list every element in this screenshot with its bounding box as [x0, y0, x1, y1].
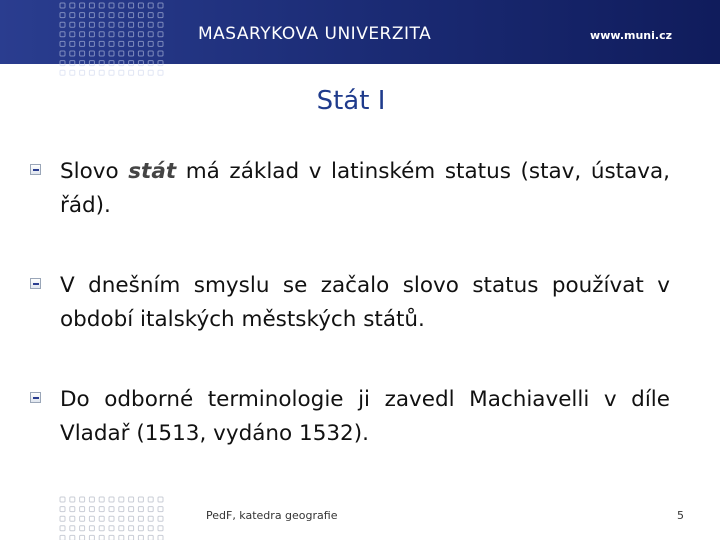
pattern-dot	[60, 22, 65, 27]
dot-pattern-logo	[58, 0, 166, 78]
pattern-dot	[99, 13, 104, 18]
pattern-dot	[138, 61, 143, 66]
pattern-dot	[158, 70, 163, 75]
pattern-dot	[158, 13, 163, 18]
pattern-dot	[109, 526, 114, 531]
pattern-dot	[129, 526, 134, 531]
pattern-dot	[89, 32, 94, 37]
bullet-square-icon	[30, 392, 41, 403]
bullet-text-3: Do odborné terminologie ji zavedl Machiavelli v díle Vladař (1513, vydáno 1532).	[60, 387, 670, 446]
pattern-dot	[99, 41, 104, 46]
pattern-dot	[119, 507, 124, 512]
bullet-square-icon	[30, 164, 41, 175]
bullet-item-2	[30, 269, 670, 337]
pattern-dot	[80, 41, 85, 46]
pattern-dot	[99, 497, 104, 502]
pattern-dot	[60, 61, 65, 66]
pattern-dot	[158, 3, 163, 8]
page-number: 5	[677, 509, 684, 522]
pattern-dot	[60, 70, 65, 75]
pattern-dot	[109, 516, 114, 521]
pattern-dot	[60, 13, 65, 18]
pattern-dot	[70, 497, 75, 502]
pattern-dot	[119, 13, 124, 18]
pattern-dot	[129, 32, 134, 37]
pattern-dot	[70, 70, 75, 75]
pattern-dot	[109, 507, 114, 512]
pattern-dot	[119, 526, 124, 531]
pattern-dot	[148, 526, 153, 531]
pattern-dot	[129, 61, 134, 66]
pattern-dot	[89, 535, 94, 540]
pattern-dot	[129, 22, 134, 27]
pattern-dot	[89, 516, 94, 521]
bullet-text-2: V dnešním smyslu se začalo slovo status používat v období italských městských států.	[60, 273, 670, 332]
pattern-dot	[80, 535, 85, 540]
pattern-dot	[80, 22, 85, 27]
pattern-dot	[80, 526, 85, 531]
pattern-dot	[148, 516, 153, 521]
pattern-dot	[119, 32, 124, 37]
pattern-dot	[158, 497, 163, 502]
pattern-dot	[129, 70, 134, 75]
pattern-dot	[99, 3, 104, 8]
pattern-dot	[70, 526, 75, 531]
bullet-text-1-end: má základ v latinském status (stav, ústava, řád).	[60, 159, 670, 218]
pattern-dot	[60, 3, 65, 8]
pattern-dot	[119, 70, 124, 75]
pattern-dot	[138, 51, 143, 56]
pattern-dot	[138, 41, 143, 46]
pattern-dot	[60, 507, 65, 512]
pattern-dot	[109, 3, 114, 8]
pattern-dot	[148, 51, 153, 56]
pattern-dot	[60, 51, 65, 56]
pattern-dot	[80, 13, 85, 18]
pattern-dot	[99, 22, 104, 27]
pattern-dot	[158, 22, 163, 27]
pattern-dot	[99, 507, 104, 512]
pattern-dot	[138, 507, 143, 512]
pattern-dot	[99, 70, 104, 75]
slide-title: Stát I	[316, 86, 386, 116]
bullet-text-1	[60, 155, 670, 223]
pattern-dot	[148, 507, 153, 512]
pattern-dot	[158, 61, 163, 66]
pattern-dot	[109, 497, 114, 502]
pattern-dot	[70, 13, 75, 18]
pattern-dot	[119, 516, 124, 521]
pattern-dot	[148, 70, 153, 75]
pattern-dot	[158, 41, 163, 46]
header-bar	[0, 0, 720, 64]
bullet-square-icon	[30, 278, 41, 289]
pattern-dot	[89, 507, 94, 512]
pattern-dot	[89, 3, 94, 8]
pattern-dot	[129, 507, 134, 512]
pattern-dot	[70, 516, 75, 521]
pattern-dot	[80, 3, 85, 8]
pattern-dot	[89, 497, 94, 502]
pattern-dot	[148, 61, 153, 66]
pattern-dot	[99, 535, 104, 540]
pattern-dot	[70, 61, 75, 66]
pattern-dot	[60, 535, 65, 540]
pattern-dot	[80, 497, 85, 502]
pattern-dot	[129, 13, 134, 18]
pattern-dot	[70, 51, 75, 56]
pattern-dot	[89, 13, 94, 18]
pattern-dot	[138, 497, 143, 502]
pattern-dot	[60, 497, 65, 502]
pattern-dot	[99, 516, 104, 521]
pattern-dot	[129, 497, 134, 502]
pattern-dot	[99, 61, 104, 66]
pattern-dot	[99, 51, 104, 56]
pattern-dot	[70, 3, 75, 8]
pattern-dot	[109, 70, 114, 75]
pattern-dot	[138, 70, 143, 75]
pattern-dot	[148, 41, 153, 46]
bullet-item-1	[30, 155, 670, 223]
pattern-dot	[119, 61, 124, 66]
pattern-dot	[70, 22, 75, 27]
pattern-dot	[99, 526, 104, 531]
bullet-item-3	[30, 383, 670, 451]
pattern-dot	[148, 497, 153, 502]
pattern-dot	[80, 70, 85, 75]
bullet-text-1-emphasis: stát	[128, 159, 177, 184]
pattern-dot	[109, 22, 114, 27]
pattern-dot	[89, 41, 94, 46]
pattern-dot	[80, 51, 85, 56]
pattern-dot	[148, 13, 153, 18]
pattern-dot	[80, 507, 85, 512]
footer-dot-pattern	[58, 494, 166, 540]
pattern-dot	[119, 535, 124, 540]
pattern-dot	[80, 516, 85, 521]
website-link: www.muni.cz	[590, 29, 672, 42]
pattern-dot	[148, 32, 153, 37]
pattern-dot	[138, 535, 143, 540]
pattern-dot	[60, 526, 65, 531]
pattern-dot	[129, 3, 134, 8]
pattern-dot	[119, 41, 124, 46]
pattern-dot	[119, 497, 124, 502]
pattern-dot	[138, 32, 143, 37]
pattern-dot	[148, 3, 153, 8]
pattern-dot	[158, 516, 163, 521]
pattern-dot	[70, 507, 75, 512]
pattern-dot	[138, 526, 143, 531]
pattern-dot	[60, 516, 65, 521]
pattern-dot	[70, 41, 75, 46]
pattern-dot	[138, 13, 143, 18]
footer-text: PedF, katedra geografie	[206, 509, 338, 522]
pattern-dot	[89, 22, 94, 27]
pattern-dot	[109, 51, 114, 56]
bullet-text-1-start: Slovo	[60, 159, 129, 184]
pattern-dot	[138, 3, 143, 8]
pattern-dot	[80, 61, 85, 66]
pattern-dot	[158, 535, 163, 540]
pattern-dot	[148, 22, 153, 27]
pattern-dot	[148, 535, 153, 540]
pattern-dot	[89, 61, 94, 66]
pattern-dot	[109, 13, 114, 18]
pattern-dot	[70, 32, 75, 37]
pattern-dot	[109, 41, 114, 46]
pattern-dot	[129, 516, 134, 521]
pattern-dot	[109, 535, 114, 540]
university-name: MASARYKOVA UNIVERZITA	[198, 24, 432, 44]
pattern-dot	[119, 22, 124, 27]
pattern-dot	[158, 526, 163, 531]
pattern-dot	[158, 32, 163, 37]
pattern-dot	[89, 70, 94, 75]
pattern-dot	[70, 535, 75, 540]
pattern-dot	[89, 526, 94, 531]
pattern-dot	[99, 32, 104, 37]
pattern-dot	[129, 41, 134, 46]
pattern-dot	[60, 41, 65, 46]
pattern-dot	[109, 32, 114, 37]
pattern-dot	[60, 32, 65, 37]
pattern-dot	[109, 61, 114, 66]
pattern-dot	[89, 51, 94, 56]
pattern-dot	[129, 535, 134, 540]
pattern-dot	[158, 51, 163, 56]
pattern-dot	[138, 22, 143, 27]
pattern-dot	[119, 3, 124, 8]
pattern-dot	[158, 507, 163, 512]
pattern-dot	[129, 51, 134, 56]
pattern-dot	[80, 32, 85, 37]
pattern-dot	[138, 516, 143, 521]
pattern-dot	[119, 51, 124, 56]
